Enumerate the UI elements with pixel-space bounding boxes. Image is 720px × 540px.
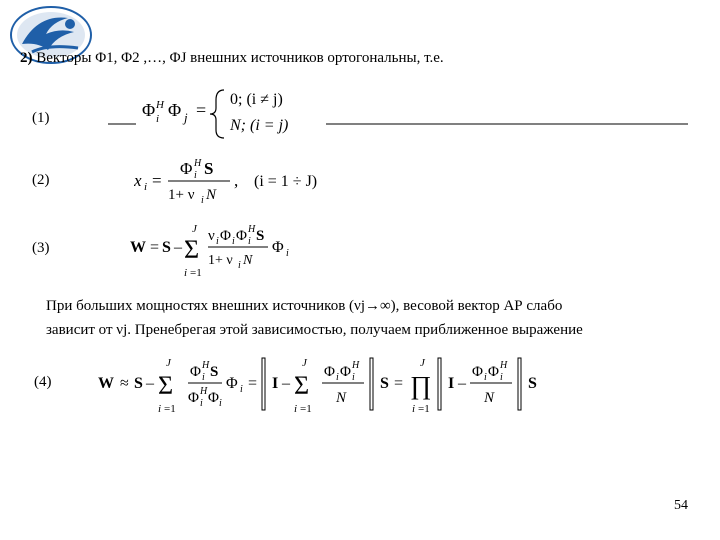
svg-text:Φ: Φ [168,100,182,120]
svg-text:i: i [194,170,197,181]
svg-text:S: S [210,364,219,380]
svg-text:i: i [500,372,503,383]
eq1-case-top: 0; (i ≠ j) [230,91,283,108]
svg-text:i: i [216,236,219,247]
svg-text:–: – [174,239,182,256]
svg-text:Φ: Φ [220,228,231,244]
body-paragraph [46,294,696,342]
svg-text:H: H [352,360,360,371]
svg-text:Φ: Φ [236,228,247,244]
equation-4 [98,352,548,427]
svg-text:Σ: Σ [158,371,174,400]
svg-text:H: H [248,224,256,235]
paragraph-line-1: При больших мощностях внешних источников (νj→∞), весовой вектор АР слабо [46,298,563,314]
svg-text:N: N [484,390,495,406]
svg-text:i: i [238,260,241,271]
svg-text:i: i [184,267,188,279]
svg-text:=: = [248,375,258,392]
equation-label-4: (4) [34,374,52,390]
equation-2 [134,152,334,213]
svg-text:i: i [352,372,355,383]
svg-text:J: J [166,357,171,369]
svg-text:W: W [130,239,146,256]
svg-text:H: H [194,158,202,169]
svg-text:i: i [201,195,204,206]
svg-text:i: i [240,384,243,395]
svg-text:i: i [294,403,298,415]
equation-label-2: (2) [32,172,50,188]
svg-text:Φ: Φ [180,159,193,178]
svg-text:=1: =1 [418,403,430,415]
svg-text:=: = [152,171,162,190]
svg-text:Σ: Σ [184,235,200,264]
svg-text:Φ: Φ [324,364,335,380]
svg-text:1+ ν: 1+ ν [168,187,195,203]
svg-text:–: – [146,375,154,392]
svg-text:j: j [184,110,188,125]
svg-text:I: I [448,375,455,392]
svg-text:Φ: Φ [340,364,351,380]
svg-text:Φ: Φ [208,390,219,406]
svg-text:Φ: Φ [488,364,499,380]
svg-text:Φ: Φ [226,375,238,392]
svg-text:N: N [206,187,217,203]
eq1-case-bottom: N; (i = j) [230,117,289,134]
heading-number: 2) [20,50,33,66]
svg-text:S: S [204,159,214,178]
svg-text:S: S [528,375,537,392]
svg-text:H: H [202,360,210,371]
svg-text:–: – [282,375,290,392]
svg-text:H: H [200,386,208,397]
svg-text:=1: =1 [190,267,202,279]
svg-text:=1: =1 [164,403,176,415]
svg-text:S: S [380,375,389,392]
svg-text:Σ: Σ [294,371,310,400]
page-number: 54 [674,498,688,513]
svg-text:i: i [286,248,289,259]
svg-text:Φ: Φ [472,364,483,380]
equation-3 [130,218,310,287]
svg-text:x: x [134,171,142,190]
svg-text:=1: =1 [300,403,312,415]
svg-text:ν: ν [208,228,215,244]
heading-text: Векторы Φ1, Φ2 ,…, ΦJ внешних источников ортогональны, т.е. [36,50,444,66]
svg-text:S: S [162,239,171,256]
svg-text:i: i [336,372,339,383]
svg-text:S: S [134,375,143,392]
svg-text:N: N [243,253,253,268]
svg-text:=: = [394,375,404,392]
paragraph-line-2: зависит от νj. Пренебрегая этой зависимостью, получаем приближенное выражение [46,322,583,338]
svg-text:Φ: Φ [142,100,156,120]
svg-text:i: i [200,398,203,409]
equation-label-1: (1) [32,110,50,126]
svg-text:J: J [302,357,307,369]
svg-text:i: i [156,113,160,125]
svg-text:N: N [336,390,347,406]
svg-text:=: = [150,239,160,256]
svg-text:Φ: Φ [190,364,201,380]
svg-text:i: i [232,236,235,247]
slide-heading [20,50,444,67]
svg-text:i: i [219,398,222,409]
svg-text:S: S [256,228,265,244]
svg-text:i: i [248,236,251,247]
svg-text:i: i [412,403,416,415]
svg-text:H: H [156,99,164,111]
svg-text:∏: ∏ [410,371,432,400]
svg-text:Φ: Φ [272,239,284,256]
svg-text:J: J [420,357,425,369]
eq2-condition: (i = 1 ÷ J) [254,173,318,190]
svg-text:i: i [144,181,148,193]
svg-text:,: , [234,171,239,190]
svg-text:i: i [158,403,162,415]
svg-text:H: H [500,360,508,371]
svg-text:≈: ≈ [120,375,129,392]
svg-text:I: I [272,375,279,392]
svg-text:1+ ν: 1+ ν [208,253,233,268]
svg-text:–: – [458,375,466,392]
svg-text:W: W [98,375,114,392]
svg-text:J: J [192,223,197,235]
svg-text:Φ: Φ [188,390,199,406]
svg-text:i: i [484,372,487,383]
svg-text:=: = [196,100,207,120]
equation-label-3: (3) [32,240,50,256]
svg-text:i: i [202,372,205,383]
equation-1 [108,86,698,147]
